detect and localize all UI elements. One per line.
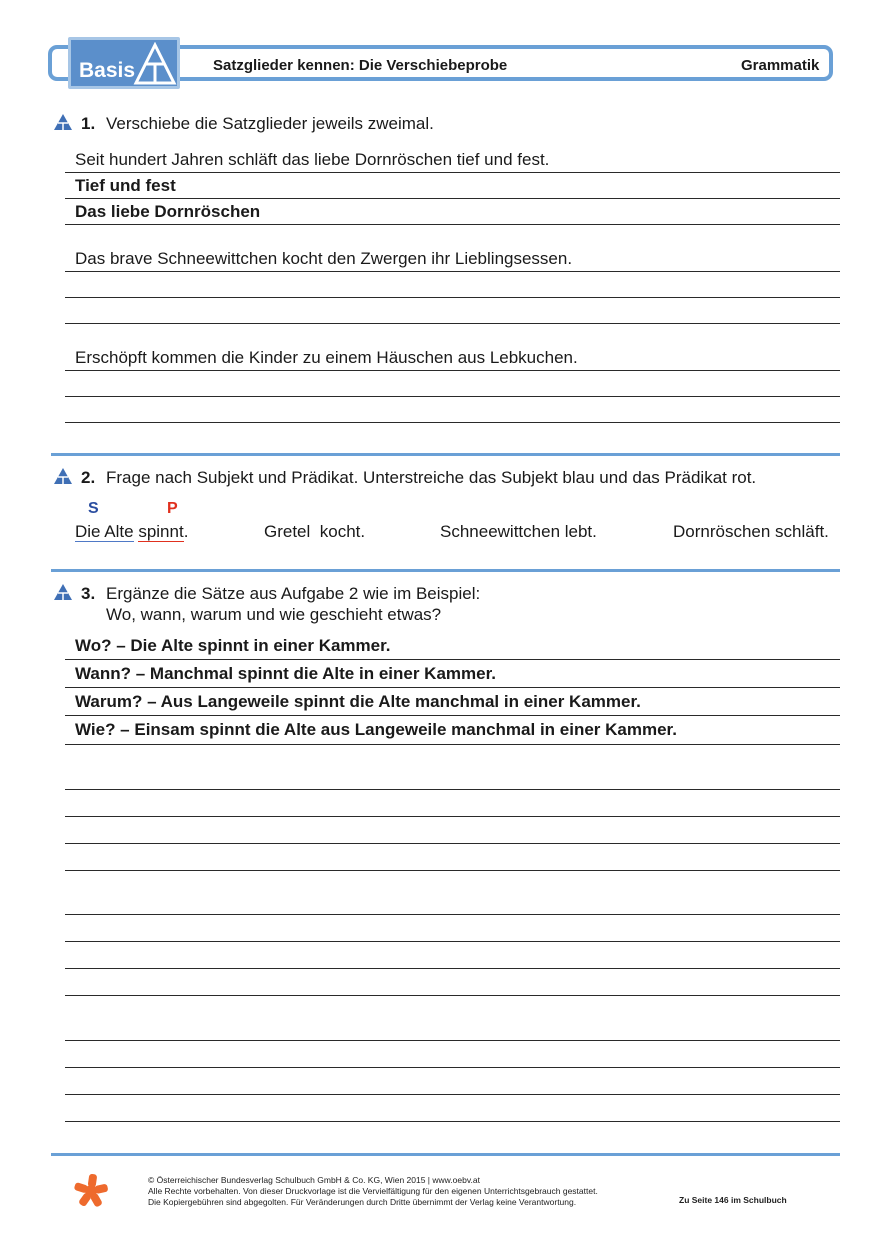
- answer-line: [65, 1121, 840, 1122]
- answer-line: [65, 370, 840, 371]
- answer-text: Wo? – Die Alte spinnt in einer Kammer.: [75, 636, 391, 655]
- subject-label: Grammatik: [741, 57, 820, 74]
- answer-text: Wie? – Einsam spinnt die Alte aus Langeweile manchmal in einer Kammer.: [75, 720, 677, 739]
- level-badge: [68, 37, 180, 89]
- pyramid-icon: [133, 42, 177, 86]
- task-number: 2.: [81, 468, 96, 487]
- footer-divider: [51, 1153, 840, 1156]
- answer-line: [65, 1067, 840, 1068]
- answer-line: [65, 323, 840, 324]
- section-divider: [51, 569, 840, 572]
- exercise-phrase: Schneewittchen lebt.: [440, 522, 597, 541]
- answer-text: Wann? – Manchmal spinnt die Alte in einer Kammer.: [75, 664, 496, 683]
- badge-label: Basis: [79, 59, 136, 82]
- answer-line: [65, 789, 840, 790]
- task-instruction: Verschiebe die Satzglieder jeweils zweimal.: [106, 114, 434, 133]
- predicate-underlined: spinnt: [138, 522, 184, 541]
- answer-line: [65, 422, 840, 423]
- answer-line: [65, 870, 840, 871]
- answer-line: [65, 172, 840, 173]
- answer-line: [65, 1094, 840, 1095]
- pyramid-icon: [53, 583, 73, 601]
- answer-line: [65, 968, 840, 969]
- answer-line: [65, 198, 840, 199]
- answer-line: [65, 297, 840, 298]
- answer-line: [65, 843, 840, 844]
- answer-text: Warum? – Aus Langeweile spinnt die Alte manchmal in einer Kammer.: [75, 692, 641, 711]
- answer-line: [65, 1040, 840, 1041]
- publisher-logo-icon: [72, 1173, 110, 1211]
- predicate-label: P: [167, 500, 178, 517]
- example-sentence: Erschöpft kommen die Kinder zu einem Häuschen aus Lebkuchen.: [75, 348, 578, 367]
- example-phrase: [75, 522, 188, 542]
- pyramid-icon: [53, 113, 73, 131]
- answer-line: [65, 744, 840, 745]
- answer-line: [65, 687, 840, 688]
- exercise-phrase: Gretel kocht.: [264, 522, 366, 541]
- task-number: 1.: [81, 114, 96, 133]
- task-number: 3.: [81, 584, 96, 603]
- section-divider: [51, 453, 840, 456]
- rights-line: Alle Rechte vorbehalten. Von dieser Druckvorlage ist die Vervielfältigung für den eigenen Unterrichtsgebrauch gestattet.: [148, 1186, 598, 1196]
- subject-underlined: Die Alte: [75, 522, 134, 541]
- fees-line: Die Kopiergebühren sind abgegolten. Für Veränderungen durch Dritte übernimmt der Verlag keine Verantwortung.: [148, 1197, 577, 1207]
- answer-line: [65, 914, 840, 915]
- example-sentence: Das brave Schneewittchen kocht den Zwergen ihr Lieblingsessen.: [75, 249, 573, 268]
- answer-line: [65, 396, 840, 397]
- worksheet-title: Satzglieder kennen: Die Verschiebeprobe: [213, 57, 508, 74]
- task-instruction: Ergänze die Sätze aus Aufgabe 2 wie im Beispiel:: [106, 584, 481, 603]
- answer-text: Tief und fest: [75, 176, 176, 195]
- answer-text: Das liebe Dornröschen: [75, 202, 261, 221]
- exercise-phrase: Dornröschen schläft.: [673, 522, 829, 541]
- example-sentence: Seit hundert Jahren schläft das liebe Dornröschen tief und fest.: [75, 150, 550, 169]
- copyright-line: © Österreichischer Bundesverlag Schulbuch GmbH & Co. KG, Wien 2015 | www.oebv.at: [148, 1175, 480, 1185]
- answer-line: [65, 715, 840, 716]
- answer-line: [65, 995, 840, 996]
- answer-line: [65, 271, 840, 272]
- subject-label: S: [88, 500, 99, 517]
- task-instruction-line2: Wo, wann, warum und wie geschieht etwas?: [106, 605, 442, 624]
- answer-line: [65, 224, 840, 225]
- page-reference: Zu Seite 146 im Schulbuch: [679, 1195, 787, 1205]
- answer-line: [65, 816, 840, 817]
- pyramid-icon: [53, 467, 73, 485]
- task-instruction: Frage nach Subjekt und Prädikat. Unterstreiche das Subjekt blau und das Prädikat rot.: [106, 468, 757, 487]
- answer-line: [65, 941, 840, 942]
- answer-line: [65, 659, 840, 660]
- sentence-end: .: [183, 522, 189, 541]
